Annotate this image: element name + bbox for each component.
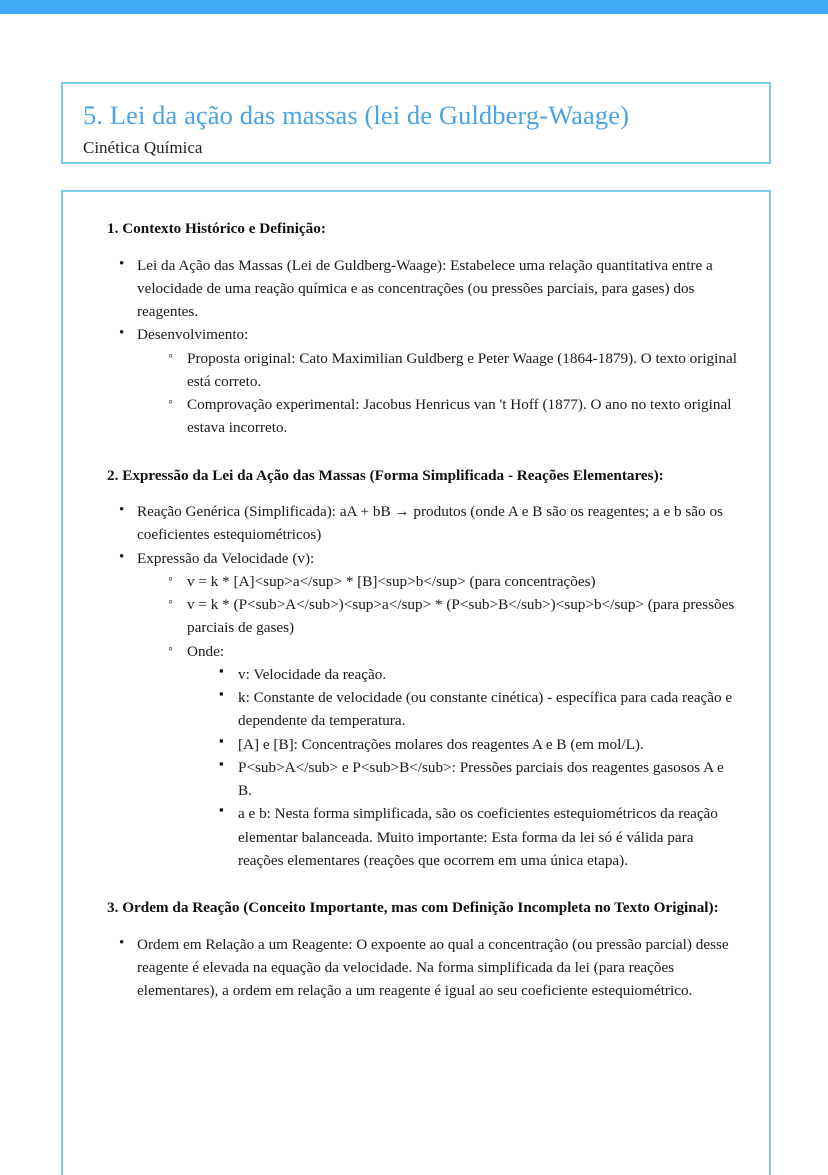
list-item-text: [A] e [B]: Concentrações molares dos reagentes A e B (em mol/L).	[238, 735, 644, 753]
section-heading: 2. Expressão da Lei da Ação das Massas (Forma Simplificada - Reações Elementares):	[107, 466, 664, 484]
list-item-text: v = k * (P<sub>A</sub>)<sup>a</sup> * (P<sub>B</sub>)<sup>b</sup> (para pressões parciais de gases)	[187, 596, 735, 637]
list-item	[115, 500, 741, 547]
list-item-text: P<sub>A</sub> e P<sub>B</sub>: Pressões parciais dos reagentes gasosos A e B.	[238, 758, 724, 800]
section-heading: 1. Contexto Histórico e Definição:	[107, 220, 326, 237]
list-item	[165, 640, 741, 873]
list-item-text: Reação Genérica (Simplificada): aA + bB → produtos (onde A e B são os reagentes; a e b são os coeficientes estequiométricos)	[137, 503, 723, 544]
list-item	[217, 733, 741, 756]
page-subtitle: Cinética Química	[83, 138, 203, 158]
content-card	[61, 190, 771, 1175]
list-item	[115, 254, 741, 324]
list-item-text: v = k * [A]<sup>a</sup> * [B]<sup>b</sup> (para concentrações)	[187, 572, 596, 590]
list-item-text: Expressão da Velocidade (v):	[137, 549, 315, 567]
page-title: 5. Lei da ação das massas (lei de Guldberg-Waage)	[83, 100, 630, 130]
list-item	[165, 593, 741, 640]
list-item-text: a e b: Nesta forma simplificada, são os coeficientes estequiométricos da reação elementar balanceada. Muito importante: Esta forma da lei só é válida para reações elementares (reações que ocorrem em uma única etapa).	[238, 805, 718, 869]
list-item-text: v: Velocidade da reação.	[238, 665, 387, 683]
list-item-text: Proposta original: Cato Maximilian Guldberg e Peter Waage (1864-1879). O texto original está correto.	[187, 349, 737, 390]
list-item	[217, 663, 741, 686]
section-heading: 3. Ordem da Reação (Conceito Importante, mas com Definição Incompleta no Texto Original):	[107, 899, 719, 917]
bullet-list-level-1	[87, 254, 741, 440]
bullet-list-level-2	[137, 347, 741, 440]
title-card	[61, 82, 771, 164]
list-item	[165, 347, 741, 394]
bullet-list-level-1	[87, 933, 741, 1003]
list-item	[217, 686, 741, 733]
list-item-text: Ordem em Relação a um Reagente: O expoente ao qual a concentração (ou pressão parcial) desse reagente é elevada na equação da velocidade. Na forma simplificada da lei (para reações elementares), a ordem em relação a um reagente é igual ao seu coeficiente estequiométrico.	[137, 935, 729, 1000]
list-item-text: Comprovação experimental: Jacobus Henricus van 't Hoff (1877). O ano no texto original estava incorreto.	[187, 396, 732, 437]
list-item	[115, 933, 741, 1003]
list-item	[217, 756, 741, 803]
list-item-text: k: Constante de velocidade (ou constante cinética) - específica para cada reação e dependente da temperatura.	[238, 689, 733, 730]
top-accent-bar	[0, 0, 828, 14]
list-item	[115, 323, 741, 439]
list-item	[165, 570, 741, 593]
bullet-list-level-2	[137, 570, 741, 872]
document-page	[0, 14, 828, 1171]
list-item-text: Desenvolvimento:	[137, 326, 249, 344]
list-item	[217, 802, 741, 872]
list-item-text: Onde:	[187, 642, 225, 660]
bullet-list-level-3	[187, 663, 741, 872]
list-item-text: Lei da Ação das Massas (Lei de Guldberg-Waage): Estabelece uma relação quantitativa entre a velocidade de uma reação química e as concentrações (ou pressões parciais, para gases) dos reagentes.	[137, 256, 713, 321]
sections-container	[87, 218, 741, 1002]
bullet-list-level-1	[87, 500, 741, 872]
list-item	[115, 547, 741, 873]
list-item	[165, 393, 741, 440]
